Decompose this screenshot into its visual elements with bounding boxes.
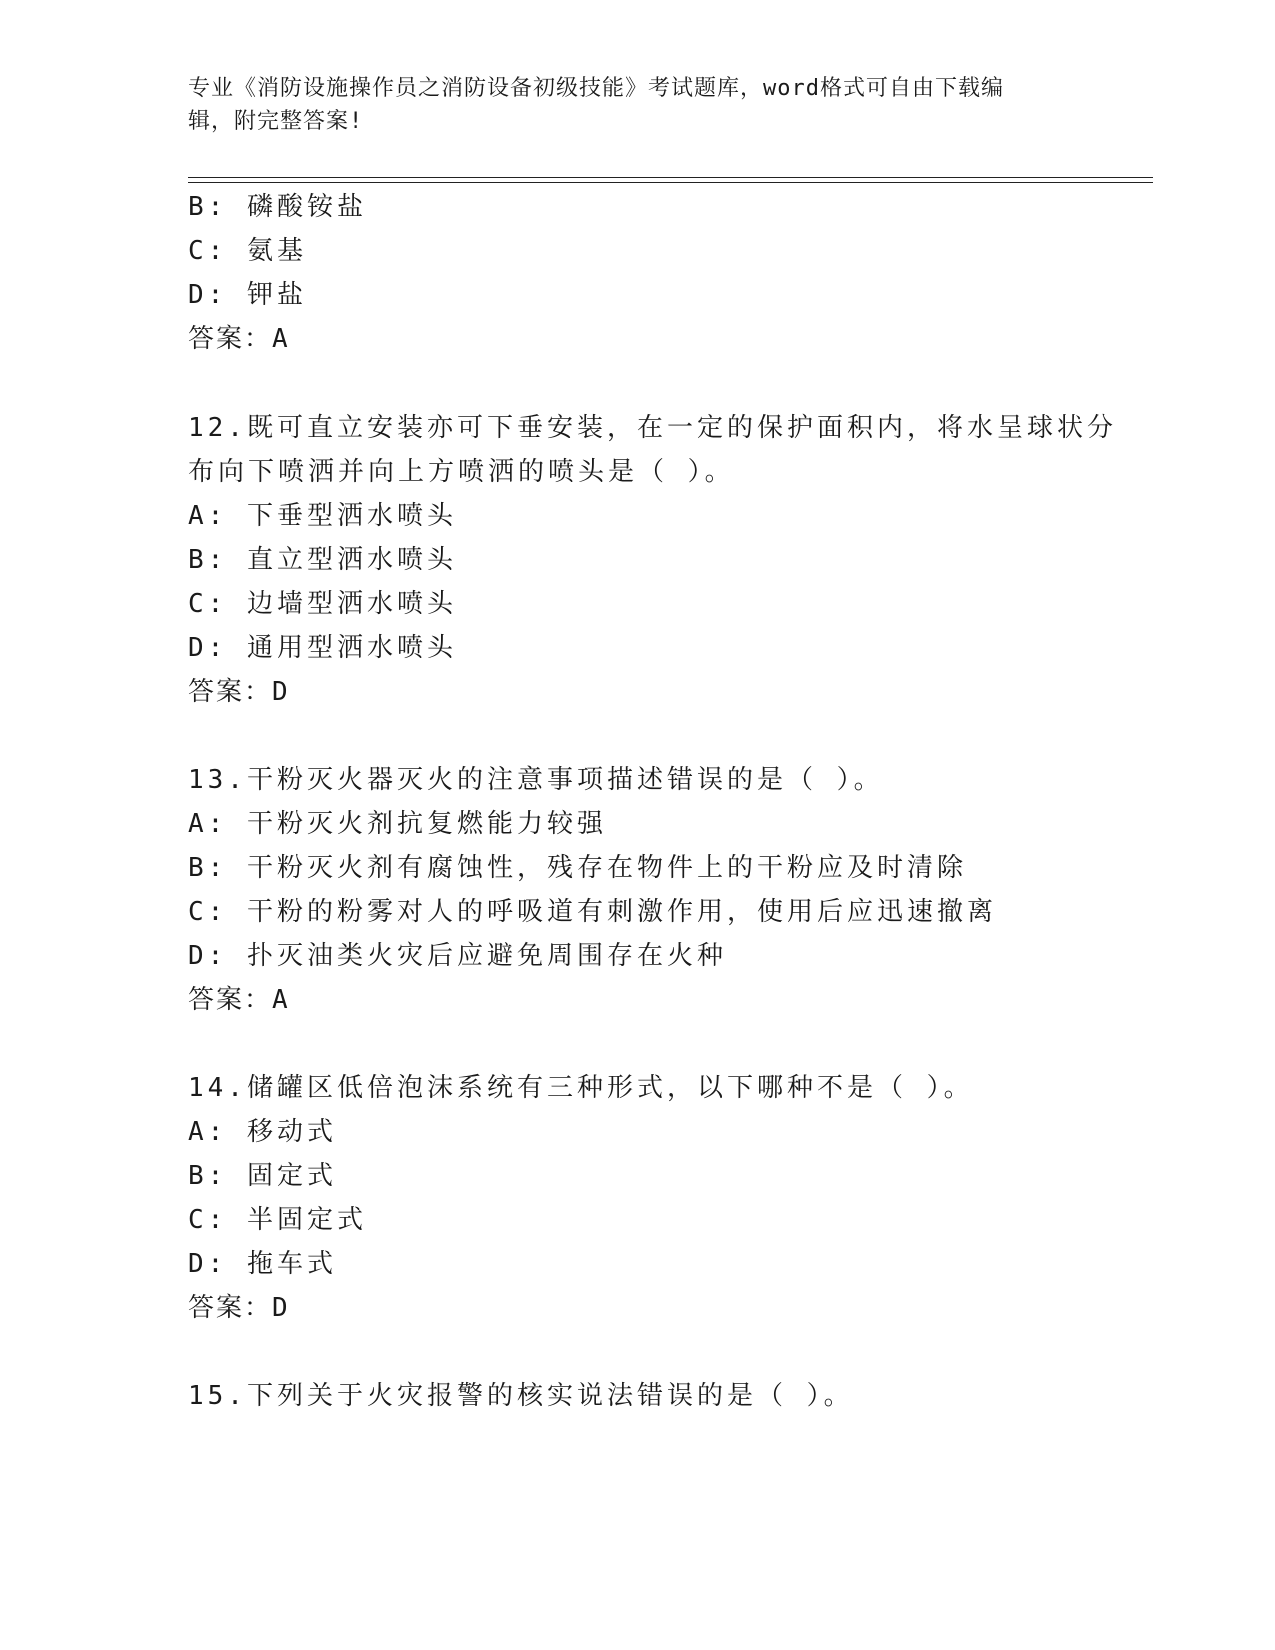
q15-stem: 15.下列关于火灾报警的核实说法错误的是（ ）。: [188, 1381, 854, 1411]
q13-answer: 答案：A: [188, 985, 290, 1015]
header-divider-bottom: [188, 182, 1153, 183]
header-line-1: 专业《消防设施操作员之消防设备初级技能》考试题库，word格式可自由下载编: [188, 76, 1004, 101]
q11-option-d: D: 钾盐: [188, 280, 307, 310]
q13-option-c: C: 干粉的粉雾对人的呼吸道有刺激作用，使用后应迅速撤离: [188, 897, 997, 927]
q13-option-b: B: 干粉灭火剂有腐蚀性，残存在物件上的干粉应及时清除: [188, 853, 967, 883]
header-line-2: 辑，附完整答案!: [188, 109, 364, 134]
q14-option-b: B: 固定式: [188, 1161, 337, 1191]
q12-stem-line-1: 12.既可直立安装亦可下垂安装，在一定的保护面积内，将水呈球状分: [188, 413, 1117, 443]
q11-answer: 答案：A: [188, 324, 290, 354]
q14-option-d: D: 拖车式: [188, 1249, 337, 1279]
q11-option-c: C: 氨基: [188, 236, 307, 266]
document-header: [188, 72, 1078, 138]
q14-option-a: A: 移动式: [188, 1117, 337, 1147]
q12-option-a: A: 下垂型洒水喷头: [188, 501, 457, 531]
q12-option-c: C: 边墙型洒水喷头: [188, 589, 457, 619]
q12-stem-line-2: 布向下喷洒并向上方喷洒的喷头是（ ）。: [188, 457, 735, 487]
q12-option-d: D: 通用型洒水喷头: [188, 633, 457, 663]
q13-option-a: A: 干粉灭火剂抗复燃能力较强: [188, 809, 607, 839]
q12-answer: 答案：D: [188, 677, 290, 707]
q13-stem: 13.干粉灭火器灭火的注意事项描述错误的是（ ）。: [188, 765, 884, 795]
q14-answer: 答案：D: [188, 1293, 290, 1323]
header-divider-top: [188, 177, 1153, 178]
q12-option-b: B: 直立型洒水喷头: [188, 545, 457, 575]
q11-option-b: B: 磷酸铵盐: [188, 192, 367, 222]
q14-option-c: C: 半固定式: [188, 1205, 367, 1235]
q14-stem: 14.储罐区低倍泡沫系统有三种形式，以下哪种不是（ ）。: [188, 1073, 974, 1103]
q13-option-d: D: 扑灭油类火灾后应避免周围存在火种: [188, 941, 727, 971]
